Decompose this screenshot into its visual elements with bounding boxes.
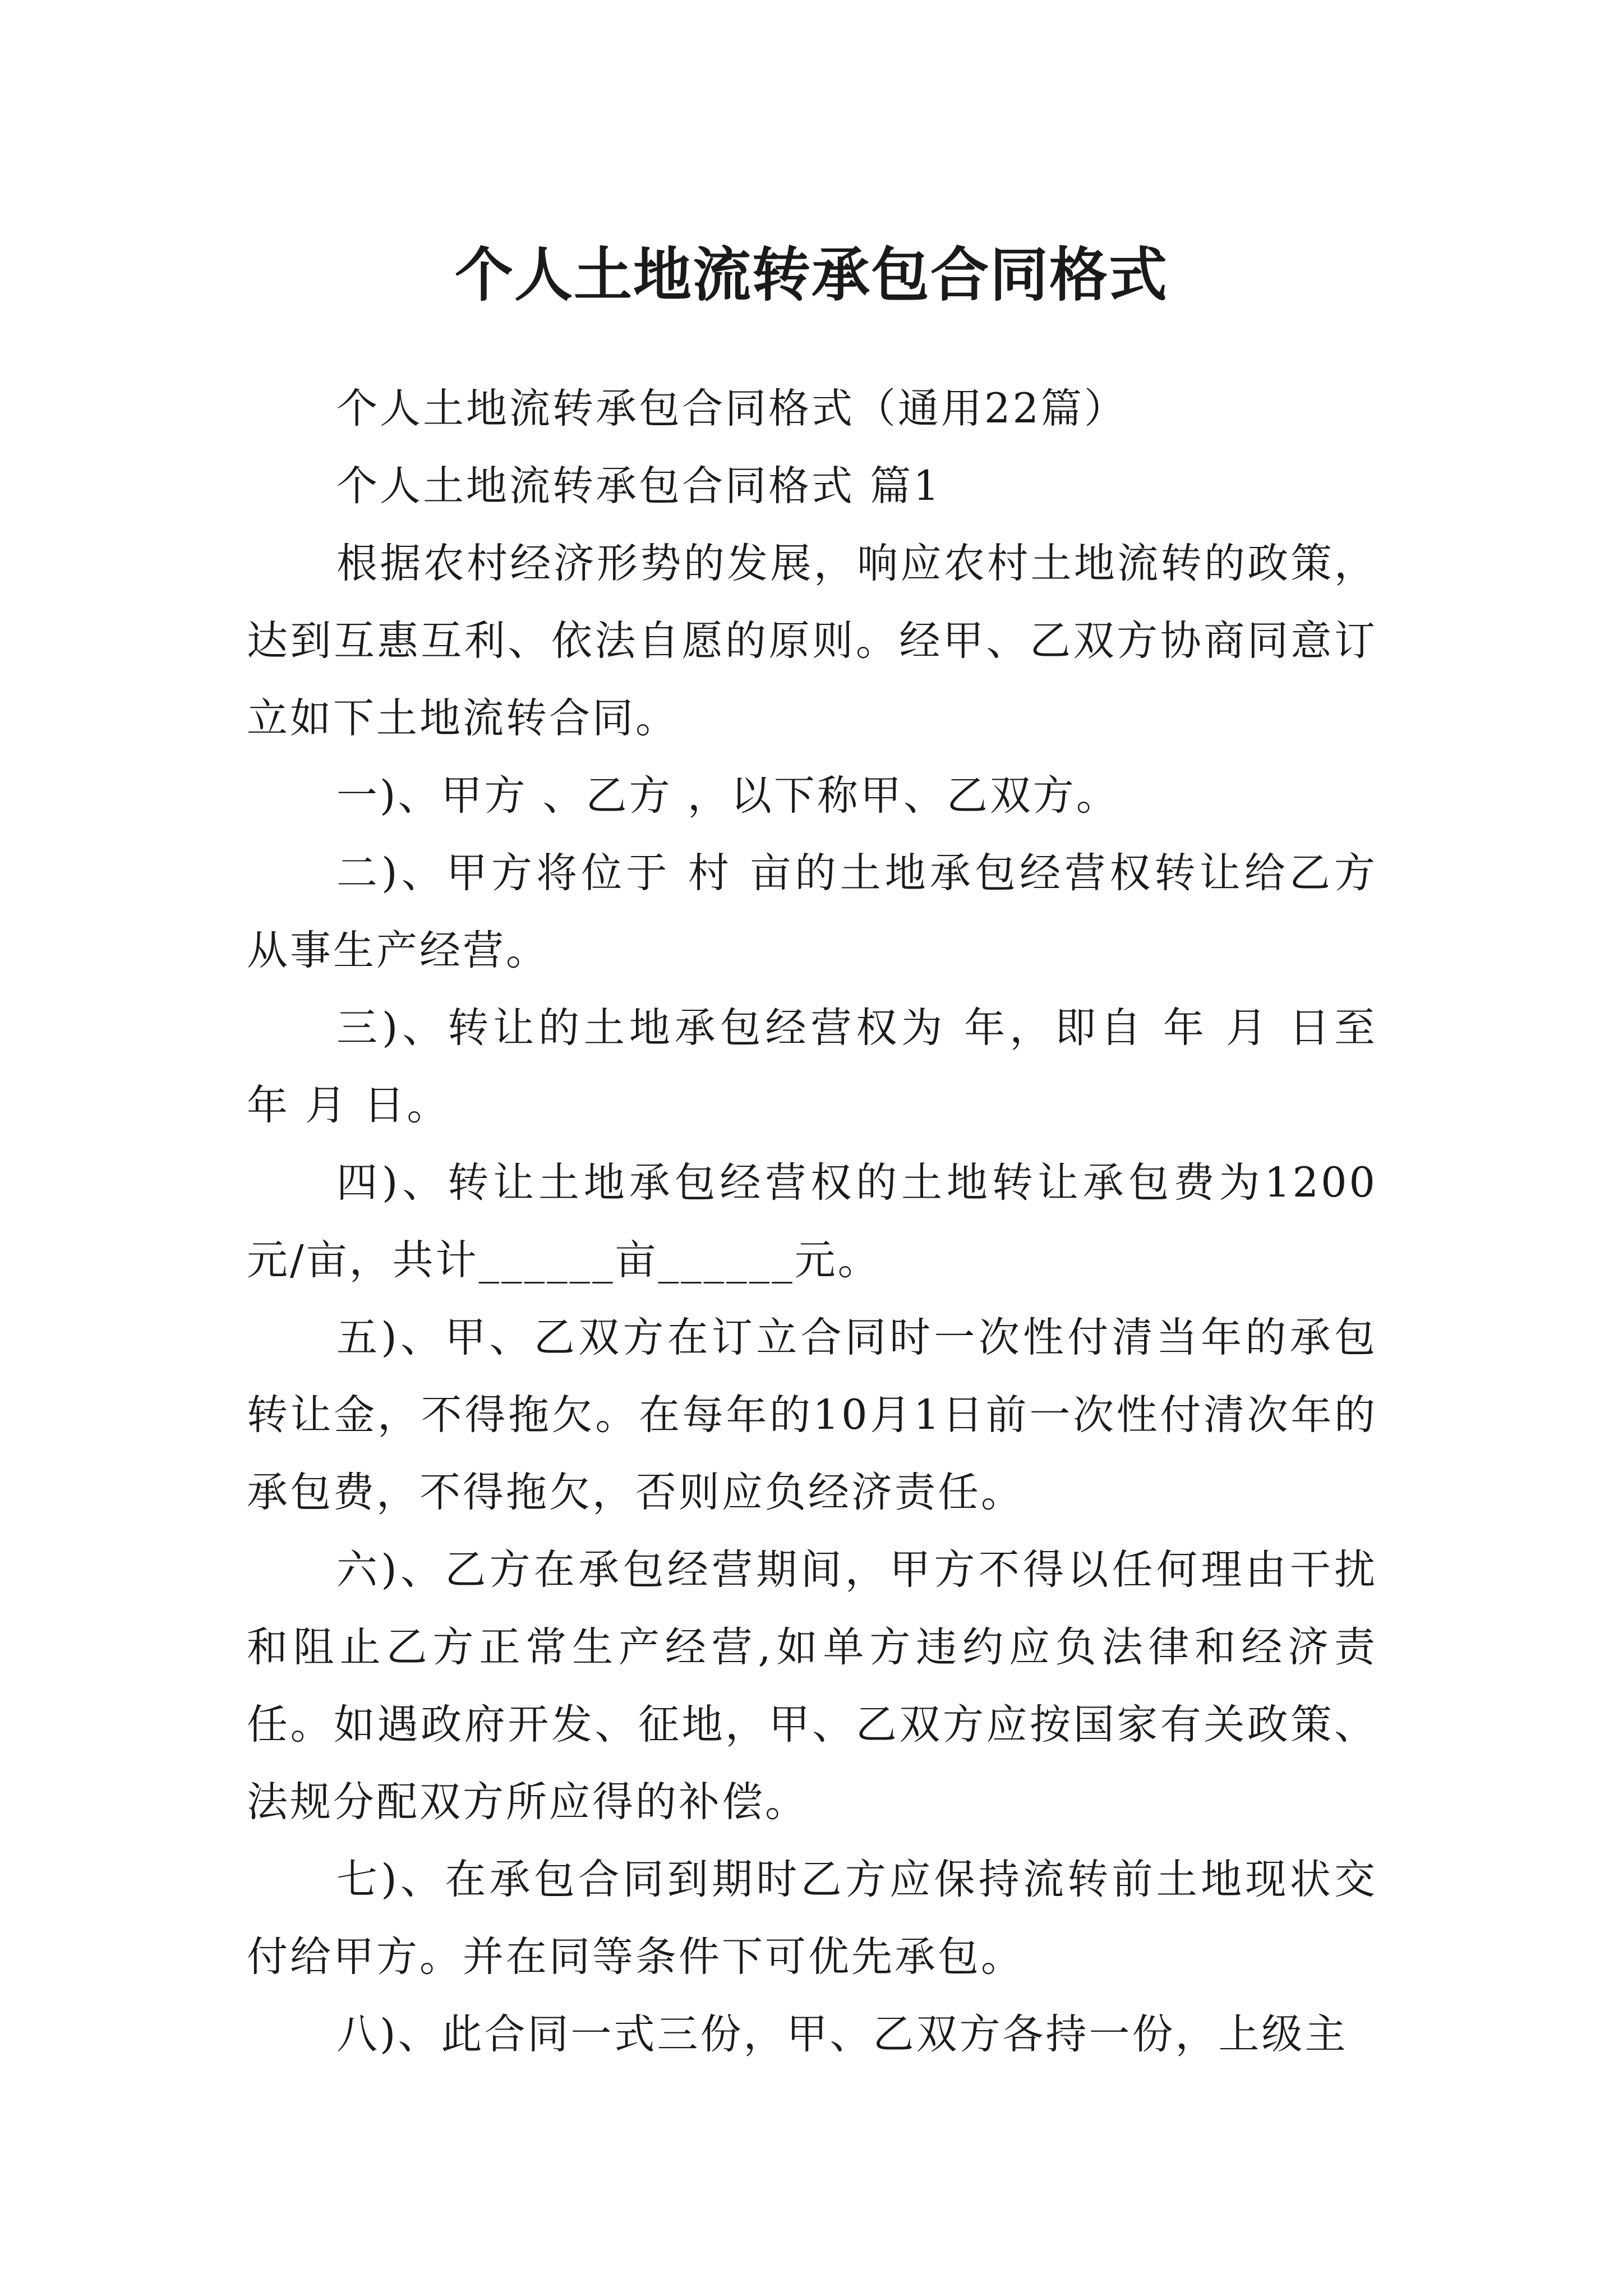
clause-2: 二)、甲方将位于 村 亩的土地承包经营权转让给乙方从事生产经营。 [247,849,1377,974]
clause-7: 七)、在承包合同到期时乙方应保持流转前土地现状交付给甲方。并在同等条件下可优先承包。 [247,1856,1377,1981]
doc-subtitle: 个人土地流转承包合同格式（通用22篇） [336,385,1127,432]
clause-4: 四)、转让土地承包经营权的土地转让承包费为1200元/亩，共计______亩______元。 [247,1159,1377,1284]
clause-1: 一)、甲方 、乙方 ，以下称甲、乙双方。 [336,772,1119,820]
clause-6: 六)、乙方在承包经营期间，甲方不得以任何理由干扰和阻止乙方正常生产经营,如单方违约应负法律和经济责任。如遇政府开发、征地，甲、乙双方应按国家有关政策、法规分配双方所应得的补偿。 [247,1546,1377,1826]
paragraph-intro: 根据农村经济形势的发展，响应农村土地流转的政策，达到互惠互利、依法自愿的原则。经甲、乙双方协商同意订立如下土地流转合同。 [247,540,1377,742]
document-body [247,370,1393,2073]
clause-5: 五)、甲、乙双方在订立合同时一次性付清当年的承包转让金，不得拖欠。在每年的10月1日前一次性付清次年的承包费，不得拖欠，否则应负经济责任。 [247,1314,1377,1516]
section-heading: 个人土地流转承包合同格式 篇1 [336,462,942,510]
document-title: 个人土地流转承包合同格式 [454,240,1168,309]
clause-8: 八)、此合同一式三份，甲、乙双方各持一份，上级主 [336,2010,1348,2058]
clause-3: 三)、转让的土地承包经营权为 年，即自 年 月 日至 年 月 日。 [247,1004,1393,1129]
